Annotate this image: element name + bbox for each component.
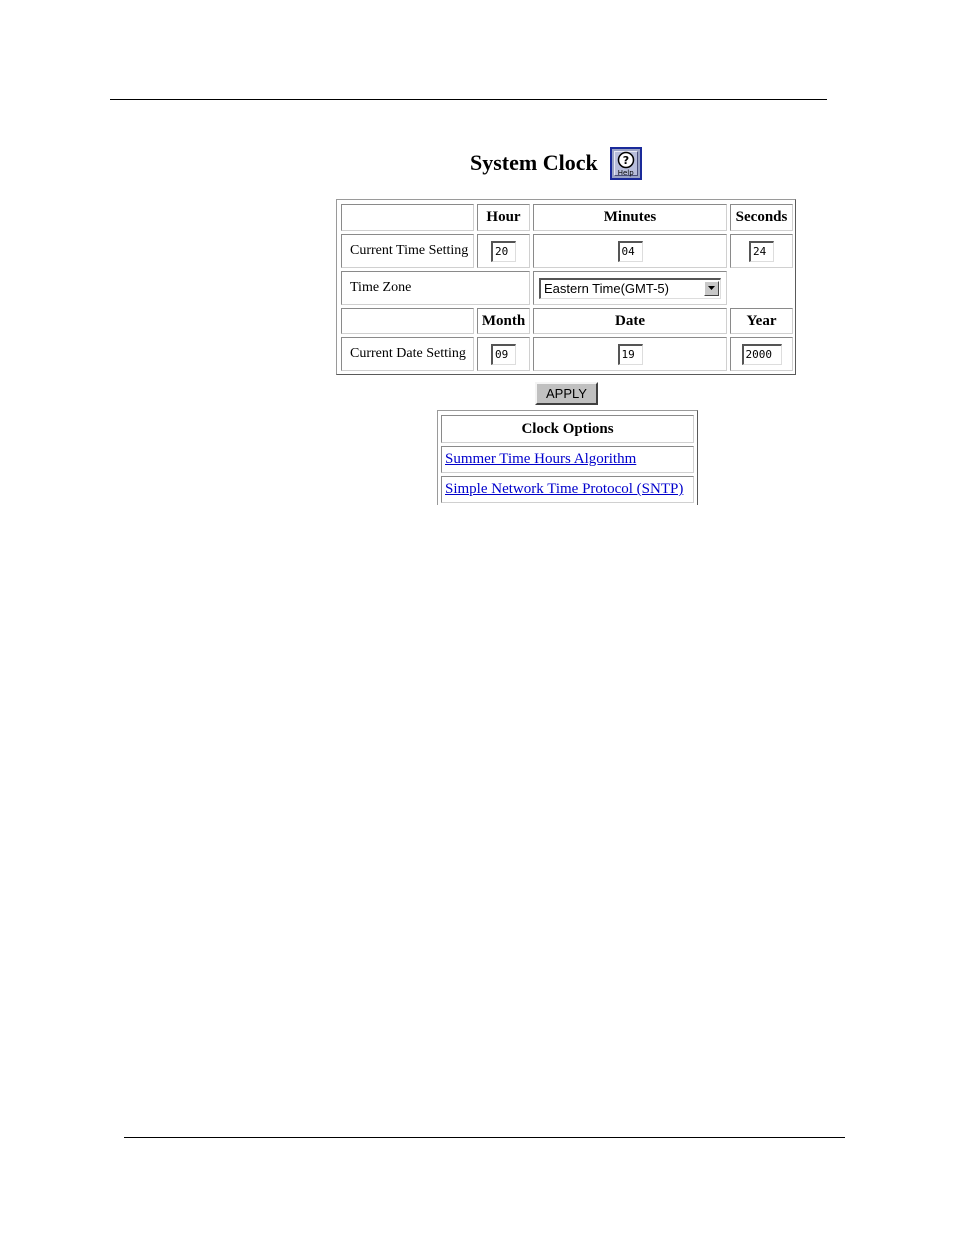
empty-date-header-cell (341, 308, 474, 334)
month-cell (477, 337, 530, 371)
time-zone-select[interactable] (539, 278, 721, 299)
seconds-cell (730, 234, 793, 268)
footer-rule (124, 1137, 845, 1138)
minutes-header: Minutes (533, 204, 727, 231)
seconds-input[interactable] (749, 241, 774, 262)
hour-header: Hour (477, 204, 530, 231)
summer-time-link[interactable]: Summer Time Hours Algorithm (445, 451, 637, 467)
date-input[interactable] (618, 344, 643, 365)
seconds-header: Seconds (730, 204, 793, 231)
current-time-label: Current Time Setting (341, 234, 474, 268)
date-cell (533, 337, 727, 371)
clock-options-table (437, 410, 698, 505)
empty-header-cell (341, 204, 474, 231)
date-header: Date (533, 308, 727, 334)
month-header: Month (477, 308, 530, 334)
hour-input[interactable] (491, 241, 516, 262)
clock-settings-table (336, 199, 796, 375)
svg-text:?: ? (622, 153, 629, 167)
month-input[interactable] (491, 344, 516, 365)
year-header: Year (730, 308, 793, 334)
time-zone-label: Time Zone (341, 271, 530, 305)
hour-cell (477, 234, 530, 268)
page-title: System Clock (470, 150, 598, 175)
apply-button[interactable]: APPLY (535, 382, 598, 405)
current-date-label: Current Date Setting (341, 337, 474, 371)
header-rule (110, 99, 827, 100)
title-row (470, 143, 642, 183)
option-row (441, 476, 694, 503)
option-row (441, 446, 694, 473)
year-input[interactable] (742, 344, 782, 365)
time-zone-cell (533, 271, 727, 305)
help-button[interactable] (610, 147, 642, 180)
dropdown-arrow-icon[interactable] (704, 281, 719, 296)
help-label: Help (617, 168, 634, 177)
minutes-cell (533, 234, 727, 268)
year-cell (730, 337, 793, 371)
minutes-input[interactable] (618, 241, 643, 262)
time-zone-selected: Eastern Time(GMT-5) (544, 281, 669, 296)
clock-options-header: Clock Options (441, 415, 694, 443)
help-icon (615, 151, 637, 171)
sntp-link[interactable]: Simple Network Time Protocol (SNTP) (445, 481, 684, 497)
